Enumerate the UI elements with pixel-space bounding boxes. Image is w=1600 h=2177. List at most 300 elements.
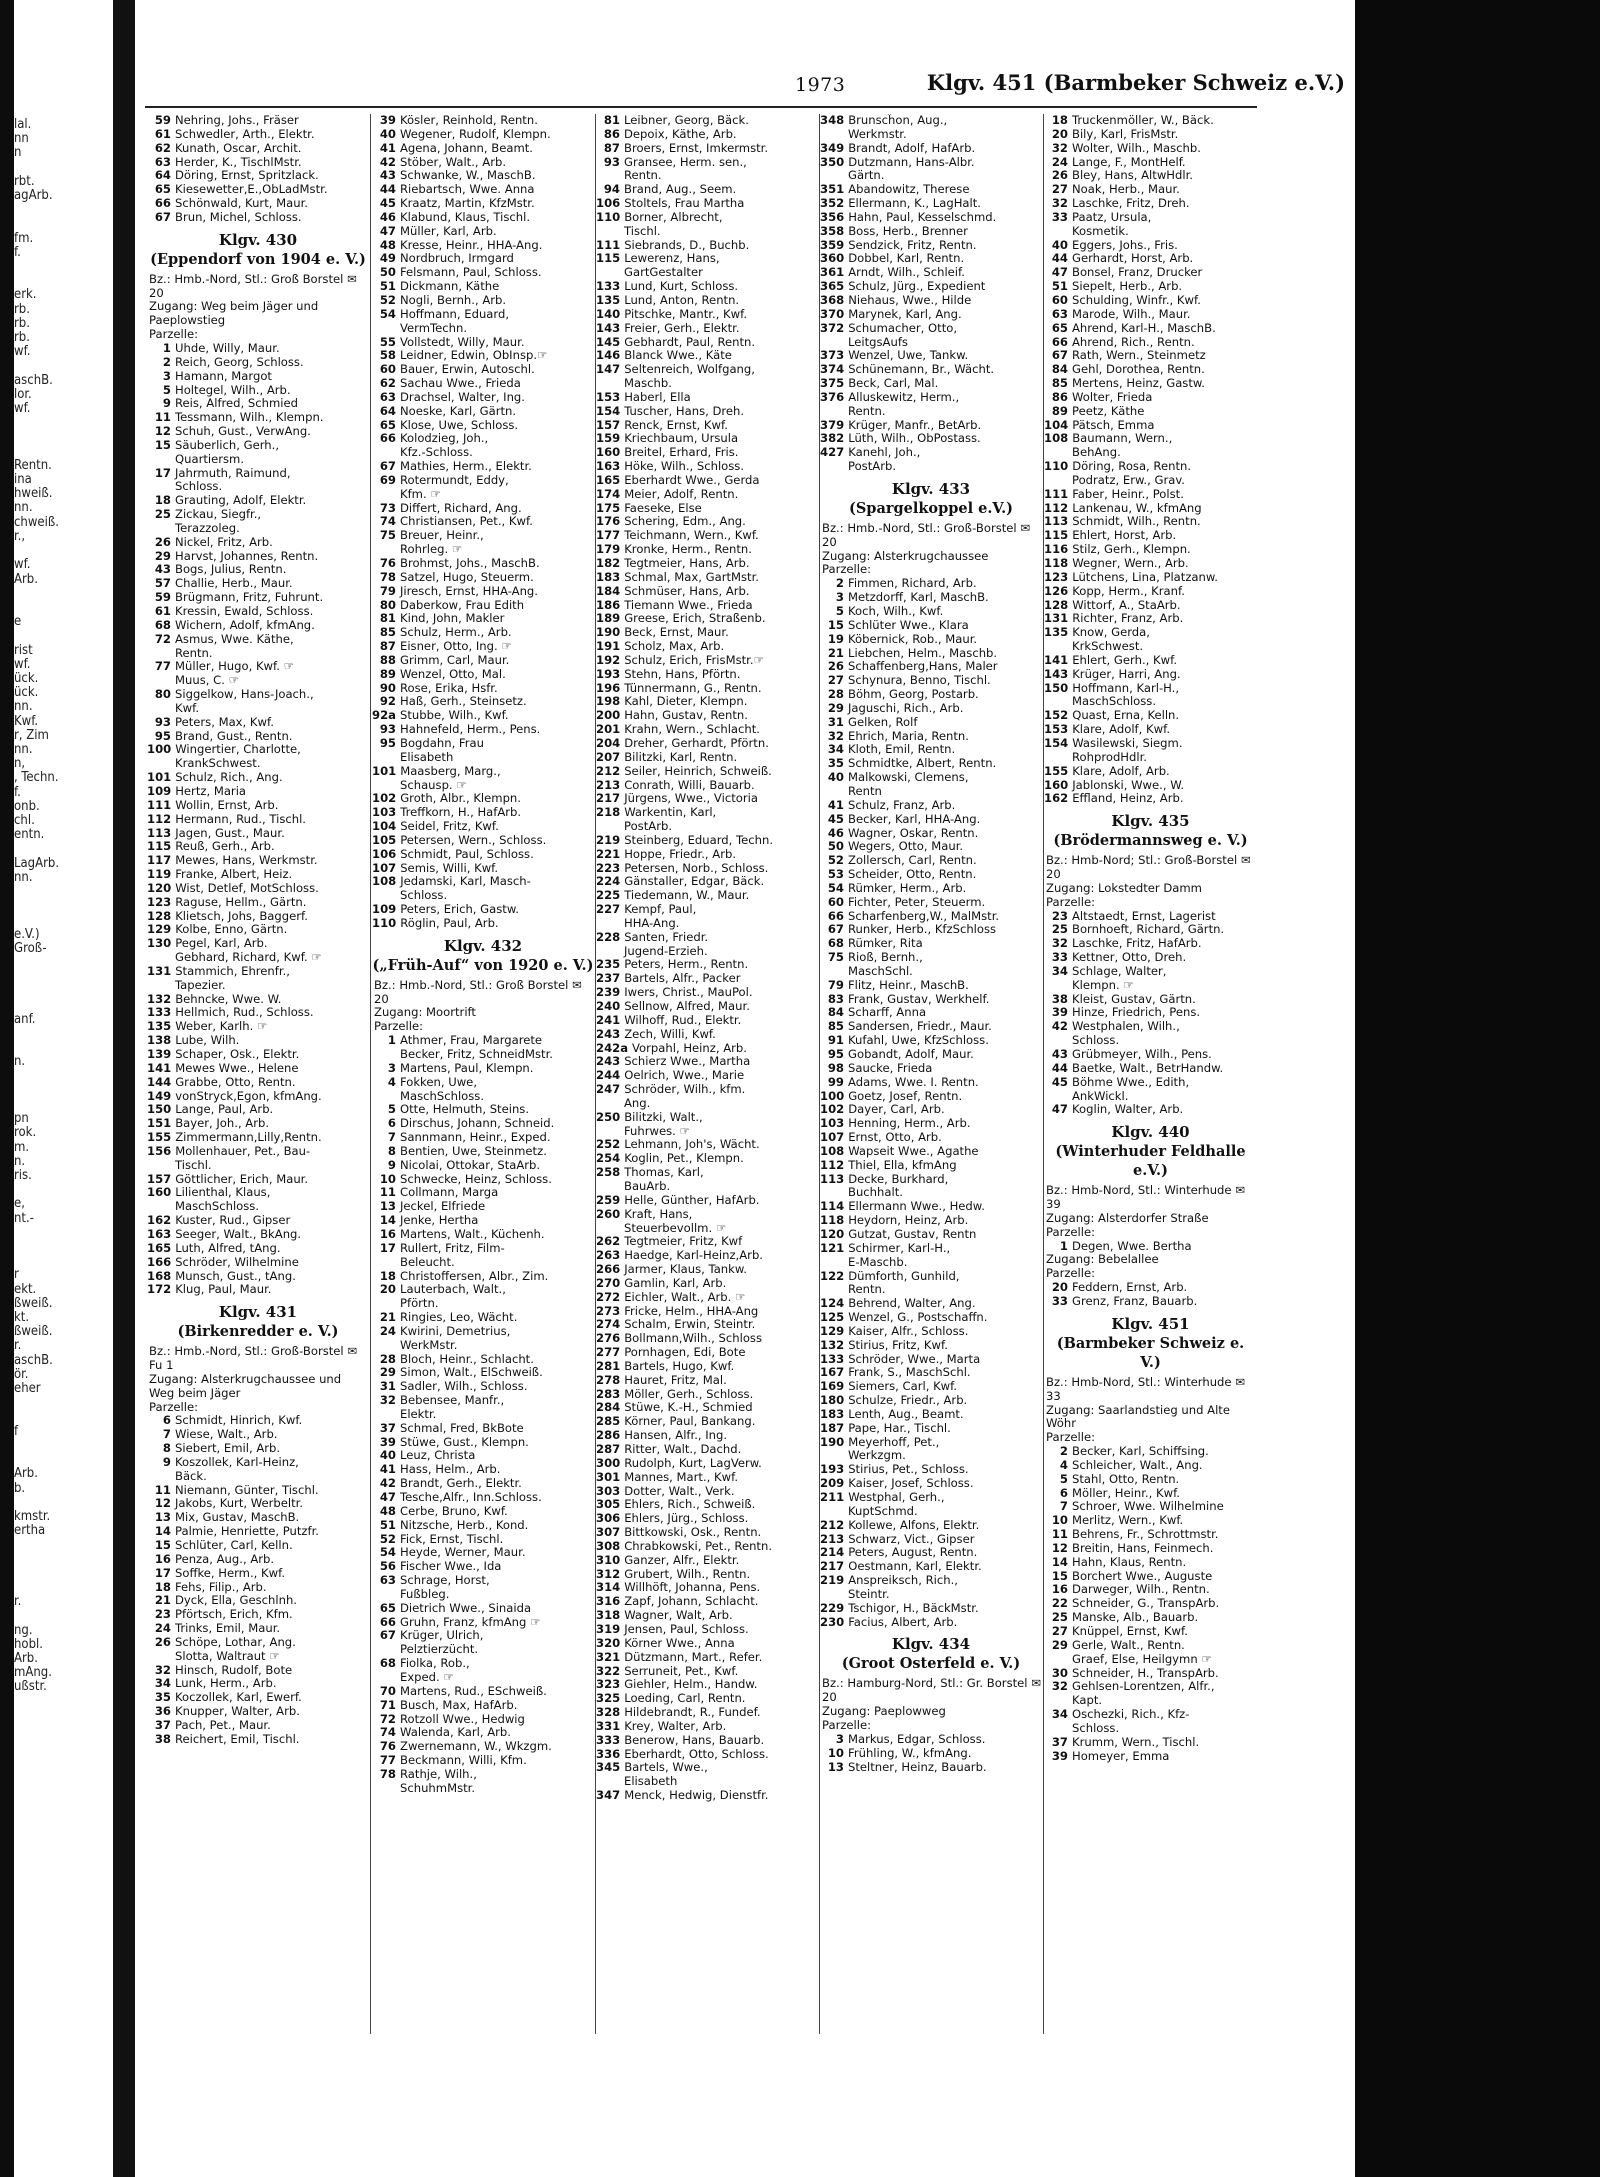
tenant-text: Busch, Max, HafArb. xyxy=(400,1698,518,1712)
plot-number: 65 xyxy=(379,1601,396,1615)
plot-number: 15 xyxy=(154,1539,171,1552)
plot-entry xyxy=(596,875,818,889)
entry-continuation: VermTechn. xyxy=(400,321,468,335)
plot-entry xyxy=(372,654,594,668)
tenant-text: Eberhardt, Otto, Schloss. xyxy=(624,1747,769,1761)
entry-continuation: Tapezier. xyxy=(175,978,226,992)
tenant-text: Döring, Ernst, Spritzlack. xyxy=(175,169,319,183)
plot-entry xyxy=(147,1242,369,1256)
plot-entry xyxy=(372,183,594,197)
tenant-text: Kronke, Herm., Rentn. xyxy=(624,543,752,557)
plot-entry xyxy=(147,1636,369,1650)
entry-continuation: Kosmetik. xyxy=(1072,224,1129,238)
tenant-text: Zech, Willi, Kwf. xyxy=(624,1027,716,1041)
plot-number: 186 xyxy=(596,598,621,612)
tenant-text: Reuß, Gerh., Arb. xyxy=(175,840,275,854)
fragment-line: lal. xyxy=(14,118,32,132)
plot-entry xyxy=(147,882,369,896)
plot-entry xyxy=(1044,156,1257,170)
tenant-text: Bonsel, Franz, Drucker xyxy=(1072,266,1203,280)
plot-number: 276 xyxy=(596,1332,621,1346)
tenant-text: Siemers, Carl, Kwf. xyxy=(848,1380,958,1394)
plot-number: 24 xyxy=(1051,155,1068,169)
plot-entry xyxy=(147,550,369,564)
entry-continuation: Klempn. ☞ xyxy=(1072,978,1134,992)
plot-number: 14 xyxy=(1051,1555,1068,1569)
plot-number: 122 xyxy=(820,1269,845,1283)
tenant-text: Darweger, Wilh., Rentn. xyxy=(1072,1583,1210,1597)
plot-number: 18 xyxy=(154,494,171,508)
plot-number: 64 xyxy=(379,404,396,418)
plot-entry xyxy=(147,1677,369,1691)
plot-number: 11 xyxy=(1051,1528,1068,1542)
tenant-text: Richter, Franz, Arb. xyxy=(1072,612,1184,626)
plot-number: 116 xyxy=(1044,543,1069,557)
plot-entry xyxy=(147,716,369,730)
plot-number: 37 xyxy=(379,1421,396,1435)
fragment-line: nn. xyxy=(14,869,33,885)
entry-continuation: Rohrleg. ☞ xyxy=(400,543,463,557)
tenant-text: Collmann, Marga xyxy=(400,1186,499,1200)
plot-entry xyxy=(596,1485,818,1499)
plot-entry xyxy=(820,910,1042,924)
plot-entry xyxy=(1044,1667,1257,1681)
section-info: Zugang: Weg beim Jäger und Paeplowstieg xyxy=(149,299,319,328)
tenant-text: Tegtmeier, Fritz, Kwf xyxy=(624,1235,743,1249)
tenant-text: Schmidt, Wilh., Rentn. xyxy=(1072,515,1201,529)
plot-number: 153 xyxy=(596,390,621,404)
plot-number: 325 xyxy=(596,1692,621,1706)
plot-entry xyxy=(1044,951,1257,965)
plot-number: 60 xyxy=(827,895,844,909)
tenant-text: Hoffmann, Karl-H., xyxy=(1072,681,1180,695)
entry-continuation: E-Maschb. xyxy=(848,1255,908,1269)
fragment-line: r xyxy=(14,1267,19,1283)
plot-entry xyxy=(147,868,369,882)
tenant-text: Mewes, Hans, Werkmstr. xyxy=(175,854,318,868)
tenant-text: Ellermann, K., LagHalt. xyxy=(848,197,981,211)
plot-entry xyxy=(147,660,369,674)
plot-number: 212 xyxy=(820,1518,845,1532)
plot-entry xyxy=(596,1651,818,1665)
plot-number: 39 xyxy=(379,114,396,127)
fragment-line xyxy=(14,1254,113,1268)
tenant-text: Heyde, Werner, Maur. xyxy=(400,1546,526,1560)
tenant-text: Lütchens, Lina, Platzanw. xyxy=(1072,570,1218,584)
plot-entry xyxy=(596,183,818,197)
tenant-text: Petersen, Norb., Schloss. xyxy=(624,861,769,875)
plot-entry xyxy=(596,156,818,170)
plot-number: 184 xyxy=(596,584,621,598)
plot-number: 321 xyxy=(596,1650,621,1664)
plot-number: 193 xyxy=(820,1463,845,1477)
tenant-text: Leuz, Christa xyxy=(400,1449,476,1463)
tenant-text: Nehring, Johs., Fräser xyxy=(175,114,299,127)
plot-number: 140 xyxy=(596,307,621,321)
plot-number: 39 xyxy=(379,1435,396,1449)
plot-number: 227 xyxy=(596,903,621,917)
tenant-text: Lankenau, W., kfmAng xyxy=(1072,501,1202,515)
plot-entry xyxy=(820,1747,1042,1761)
fragment-line xyxy=(14,999,113,1013)
tenant-text: Lange, F., MontHelf. xyxy=(1072,155,1186,169)
tenant-text: Siepelt, Herb., Arb. xyxy=(1072,280,1183,294)
plot-number: 129 xyxy=(820,1324,845,1338)
plot-entry xyxy=(372,1353,594,1367)
tenant-text: Wolter, Frieda xyxy=(1072,390,1153,404)
plot-entry xyxy=(1044,266,1257,280)
section-info: Zugang: Saarlandstieg und Alte Wöhr xyxy=(1046,1402,1230,1431)
plot-number: 24 xyxy=(379,1324,396,1338)
plot-number: 247 xyxy=(596,1083,621,1097)
plot-entry xyxy=(1044,923,1257,937)
plot-number: 53 xyxy=(827,868,844,882)
plot-number: 51 xyxy=(379,1518,396,1532)
plot-number: 98 xyxy=(827,1061,844,1075)
plot-number: 5 xyxy=(1059,1472,1068,1486)
plot-number: 157 xyxy=(147,1172,172,1186)
tenant-text: Sadler, Wilh., Schloss. xyxy=(400,1380,528,1394)
tenant-text: Gobandt, Adolf, Maur. xyxy=(848,1048,974,1061)
tenant-text: Lund, Kurt, Schloss. xyxy=(624,280,739,294)
entry-continuation: Graef, Else, Heilgymn ☞ xyxy=(1072,1652,1212,1666)
plot-entry xyxy=(596,474,818,488)
tenant-text: Schroer, Wwe. Wilhelmine xyxy=(1072,1500,1224,1514)
tenant-text: Dreher, Gerhardt, Pförtn. xyxy=(624,736,769,750)
plot-number: 2 xyxy=(162,355,171,369)
section-title: Klgv. 435 xyxy=(1111,812,1190,831)
plot-entry xyxy=(372,571,594,585)
tenant-text: Jensen, Paul, Schloss. xyxy=(624,1622,749,1636)
plot-entry xyxy=(820,1436,1042,1450)
plot-entry xyxy=(1044,1639,1257,1653)
tenant-text: Reichert, Emil, Tischl. xyxy=(175,1732,300,1746)
plot-number: 95 xyxy=(154,729,171,743)
plot-entry xyxy=(1044,779,1257,793)
plot-number: 74 xyxy=(379,1726,396,1740)
fragment-line: ina xyxy=(14,472,32,488)
plot-number: 17 xyxy=(154,1566,171,1580)
plot-number: 67 xyxy=(827,923,844,937)
tenant-text: Hinsch, Rudolf, Bote xyxy=(175,1663,293,1677)
tenant-text: Schwecke, Heinz, Schloss. xyxy=(400,1172,552,1186)
plot-entry xyxy=(596,862,818,876)
book-gutter xyxy=(113,0,135,2177)
plot-number: 176 xyxy=(596,515,621,529)
tenant-text: Klare, Adolf, Kwf. xyxy=(1072,723,1171,737)
plot-number: 306 xyxy=(596,1512,621,1526)
tenant-text: Dyck, Ella, Geschlnh. xyxy=(175,1594,297,1608)
plot-number: 278 xyxy=(596,1373,621,1387)
plot-entry xyxy=(596,571,818,585)
plot-entry xyxy=(1044,432,1257,446)
plot-entry xyxy=(1044,612,1257,626)
plot-entry xyxy=(372,1214,594,1228)
plot-entry xyxy=(820,951,1042,965)
tenant-text: Gänstaller, Edgar, Bäck. xyxy=(624,875,765,889)
fragment-line: rb. xyxy=(14,330,30,346)
fragment-line: nn. xyxy=(14,500,33,516)
tenant-text: Seidel, Fritz, Kwf. xyxy=(400,820,499,834)
plot-entry xyxy=(147,993,369,1007)
plot-entry xyxy=(820,197,1042,211)
plot-entry xyxy=(372,169,594,183)
fragment-line: nt.- xyxy=(14,1210,34,1226)
plot-number: 47 xyxy=(1051,1103,1068,1117)
plot-number: 135 xyxy=(1044,626,1069,640)
tenant-text: Felsmann, Paul, Schloss. xyxy=(400,266,542,280)
tenant-text: Nogli, Bernh., Arb. xyxy=(400,293,507,307)
tenant-text: Brun, Michel, Schloss. xyxy=(175,210,302,224)
fragment-line xyxy=(14,970,113,984)
plot-number: 25 xyxy=(1051,1611,1068,1625)
fragment-line: anf. xyxy=(14,1011,36,1027)
plot-number: 86 xyxy=(1051,390,1068,404)
plot-entry xyxy=(820,211,1042,225)
plot-number: 70 xyxy=(379,1684,396,1698)
plot-number: 88 xyxy=(379,653,396,667)
tenant-text: Stammich, Ehrenfr., xyxy=(175,964,290,978)
tenant-text: Bilitzki, Walt., xyxy=(624,1110,703,1124)
plot-entry xyxy=(147,1283,369,1297)
tenant-text: Stubbe, Wilh., Kwf. xyxy=(400,709,509,723)
plot-entry xyxy=(596,1014,818,1028)
plot-number: 72 xyxy=(379,1712,396,1726)
entry-continuation: Kapt. xyxy=(1072,1694,1103,1708)
plot-entry xyxy=(596,363,818,377)
plot-number: 79 xyxy=(379,584,396,598)
tenant-text: Ahrend, Karl-H., MaschB. xyxy=(1072,321,1216,335)
plot-entry xyxy=(820,156,1042,170)
plot-entry xyxy=(1044,993,1257,1007)
plot-number: 35 xyxy=(827,757,844,771)
plot-entry xyxy=(1044,183,1257,197)
plot-number: 240 xyxy=(596,1000,621,1013)
plot-number: 108 xyxy=(372,875,397,889)
plot-number: 34 xyxy=(154,1677,171,1691)
plot-number: 112 xyxy=(820,1158,845,1172)
plot-number: 78 xyxy=(379,1767,396,1781)
plot-number: 230 xyxy=(820,1615,845,1629)
tenant-text: Zickau, Siegfr., xyxy=(175,508,262,522)
plot-entry xyxy=(820,1477,1042,1491)
tenant-text: Niehaus, Wwe., Hilde xyxy=(848,293,972,307)
tenant-text: Pförtsch, Erich, Kfm. xyxy=(175,1608,293,1622)
fragment-line xyxy=(14,1581,113,1595)
tenant-text: Dutzmann, Hans-Albr. xyxy=(848,155,975,169)
plot-entry xyxy=(596,640,818,654)
plot-entry xyxy=(147,1228,369,1242)
tenant-text: Bittkowski, Osk., Rentn. xyxy=(624,1526,762,1540)
fragment-line xyxy=(14,359,113,373)
plot-number: 219 xyxy=(820,1574,845,1588)
tenant-text: Malkowski, Clemens, xyxy=(848,771,969,785)
tenant-text: Ritter, Walt., Dachd. xyxy=(624,1443,742,1456)
entry-continuation: Elisabeth xyxy=(400,750,454,764)
plot-entry xyxy=(372,239,594,253)
section-info: Zugang: Lokstedter Damm xyxy=(1046,880,1202,895)
fragment-line: onb. xyxy=(14,798,40,814)
plot-number: 4 xyxy=(1059,1458,1068,1472)
tenant-text: Tünnermann, G., Rentn. xyxy=(624,681,762,695)
plot-entry xyxy=(1044,1542,1257,1556)
tenant-text: Eberhardt Wwe., Gerda xyxy=(624,473,760,487)
tenant-text: Dotter, Walt., Verk. xyxy=(624,1484,735,1498)
plot-number: 35 xyxy=(154,1691,171,1705)
tenant-text: Mathies, Herm., Elektr. xyxy=(400,460,532,474)
plot-entry xyxy=(1044,709,1257,723)
plot-number: 68 xyxy=(154,618,171,632)
plot-entry xyxy=(147,1719,369,1733)
plot-entry xyxy=(820,1574,1042,1588)
plot-number: 5 xyxy=(387,1103,396,1117)
tenant-text: Scholz, Max, Arb. xyxy=(624,640,725,654)
plot-number: 163 xyxy=(596,460,621,474)
plot-number: 39 xyxy=(1051,1006,1068,1020)
plot-number: 14 xyxy=(379,1214,396,1228)
tenant-text: Peters, Max, Kwf. xyxy=(175,715,274,729)
plot-entry xyxy=(596,806,818,820)
tenant-text: Hinze, Friedrich, Pens. xyxy=(1072,1006,1201,1020)
plot-entry xyxy=(820,577,1042,591)
plot-number: 239 xyxy=(596,986,621,1000)
plot-entry xyxy=(147,827,369,841)
tenant-text: Bogs, Julius, Rentn. xyxy=(175,563,287,577)
plot-number: 159 xyxy=(596,432,621,446)
plot-number: 18 xyxy=(379,1269,396,1283)
plot-number: 133 xyxy=(596,280,621,294)
tenant-text: Kahl, Dieter, Klempn. xyxy=(624,695,748,709)
plot-number: 18 xyxy=(1051,114,1068,127)
plot-number: 243 xyxy=(596,1027,621,1041)
plot-entry xyxy=(147,536,369,550)
tenant-text: Brand, Gust., Rentn. xyxy=(175,729,293,743)
plot-number: 352 xyxy=(820,197,845,211)
fragment-line: mAng. xyxy=(14,1665,52,1681)
plot-entry xyxy=(820,1463,1042,1477)
plot-entry xyxy=(372,820,594,834)
plot-number: 66 xyxy=(827,909,844,923)
plot-entry xyxy=(147,937,369,951)
fragment-line: Arb. xyxy=(14,571,38,587)
tenant-text: Krüger, Ulrich, xyxy=(400,1629,484,1643)
tenant-text: Holtegel, Wilh., Arb. xyxy=(175,383,291,397)
tenant-text: Simon, Walt., ElSchweiß. xyxy=(400,1366,543,1380)
plot-entry xyxy=(372,1463,594,1477)
tenant-text: Benerow, Hans, Bauarb. xyxy=(624,1733,765,1747)
plot-entry xyxy=(596,1554,818,1568)
tenant-text: Stirius, Pet., Schloss. xyxy=(848,1463,969,1477)
plot-number: 316 xyxy=(596,1595,621,1609)
tenant-text: Menck, Hedwig, Dienstfr. xyxy=(624,1789,769,1803)
plot-entry xyxy=(820,854,1042,868)
tenant-text: Kwirini, Demetrius, xyxy=(400,1324,511,1338)
plot-entry xyxy=(596,585,818,599)
plot-entry xyxy=(596,682,818,696)
plot-entry xyxy=(147,619,369,633)
plot-number: 129 xyxy=(147,923,172,937)
plot-number: 382 xyxy=(820,432,845,446)
tenant-text: Krahn, Wern., Schlacht. xyxy=(624,723,760,737)
tenant-text: Röglin, Paul, Arb. xyxy=(400,916,499,930)
entry-continuation: BehAng. xyxy=(1072,446,1121,460)
plot-entry xyxy=(820,688,1042,702)
tenant-text: Reis, Alfred, Schmied xyxy=(175,397,298,411)
plot-entry xyxy=(147,156,369,170)
plot-entry xyxy=(372,1145,594,1159)
plot-entry xyxy=(596,239,818,253)
tenant-text: Grauting, Adolf, Elektr. xyxy=(175,494,307,508)
tenant-text: Iwers, Christ., MauPol. xyxy=(624,986,753,1000)
plot-number: 6 xyxy=(1059,1486,1068,1500)
plot-number: 106 xyxy=(372,847,397,861)
plot-number: 213 xyxy=(820,1532,845,1546)
plot-number: 229 xyxy=(820,1601,845,1615)
plot-number: 15 xyxy=(827,618,844,632)
tenant-text: Flitz, Heinr., MaschB. xyxy=(848,978,969,992)
tenant-text: Brohmst, Johs., MaschB. xyxy=(400,557,540,570)
entry-continuation: Steuerbevollm. ☞ xyxy=(624,1221,727,1235)
plot-entry xyxy=(1044,1583,1257,1597)
plot-number: 60 xyxy=(379,363,396,377)
plot-number: 9 xyxy=(387,1158,396,1172)
tenant-text: Eggers, Johs., Fris. xyxy=(1072,238,1178,252)
tenant-text: Kleist, Gustav, Gärtn. xyxy=(1072,992,1196,1006)
plot-number: 42 xyxy=(379,155,396,169)
tenant-text: Wagner, Oskar, Rentn. xyxy=(848,826,979,840)
tenant-text: vonStryck,Egon, kfmAng. xyxy=(175,1089,322,1103)
plot-entry xyxy=(820,1200,1042,1214)
section-title: Klgv. 431 xyxy=(218,1303,298,1322)
tenant-text: Noak, Herb., Maur. xyxy=(1072,183,1180,197)
fragment-line: Rentn. xyxy=(14,457,52,473)
tenant-text: Stüwe, Gust., Klempn. xyxy=(400,1435,529,1449)
plot-entry xyxy=(372,1436,594,1450)
tenant-text: Döring, Rosa, Rentn. xyxy=(1072,460,1192,474)
plot-entry xyxy=(596,114,818,128)
section-subtitle: (Spargelkoppel e.V.) xyxy=(848,499,1014,517)
plot-entry xyxy=(596,709,818,723)
plot-entry xyxy=(596,336,818,350)
tenant-text: Christoffersen, Albr., Zim. xyxy=(400,1269,549,1283)
tenant-text: Walenda, Karl, Arb. xyxy=(400,1726,511,1740)
tenant-text: Kaiser, Alfr., Schloss. xyxy=(848,1324,969,1338)
plot-number: 9 xyxy=(162,397,171,411)
plot-number: 427 xyxy=(820,446,845,460)
tenant-text: Mix, Gustav, MaschB. xyxy=(175,1511,300,1525)
tenant-text: Wichern, Adolf, kfmAng. xyxy=(175,618,315,632)
plot-number: 262 xyxy=(596,1235,621,1249)
plot-number: 89 xyxy=(379,667,396,681)
plot-entry xyxy=(1044,765,1257,779)
plot-entry xyxy=(820,1131,1042,1145)
plot-number: 55 xyxy=(379,335,396,349)
plot-number: 65 xyxy=(154,183,171,197)
tenant-text: Dietrich Wwe., Sinaida xyxy=(400,1601,532,1615)
plot-number: 213 xyxy=(596,778,621,792)
tenant-text: Schierz Wwe., Martha xyxy=(624,1055,751,1069)
plot-entry xyxy=(372,1505,594,1519)
plot-number: 183 xyxy=(820,1407,845,1421)
plot-entry xyxy=(372,197,594,211)
tenant-text: Schröder, Wilh., kfm. xyxy=(624,1083,746,1097)
plot-number: 135 xyxy=(147,1020,172,1034)
entry-continuation: Werkmstr. xyxy=(848,127,907,141)
plot-entry xyxy=(596,128,818,142)
plot-entry xyxy=(372,363,594,377)
tenant-text: Oestmann, Karl, Elektr. xyxy=(848,1560,982,1574)
plot-entry xyxy=(820,1533,1042,1547)
